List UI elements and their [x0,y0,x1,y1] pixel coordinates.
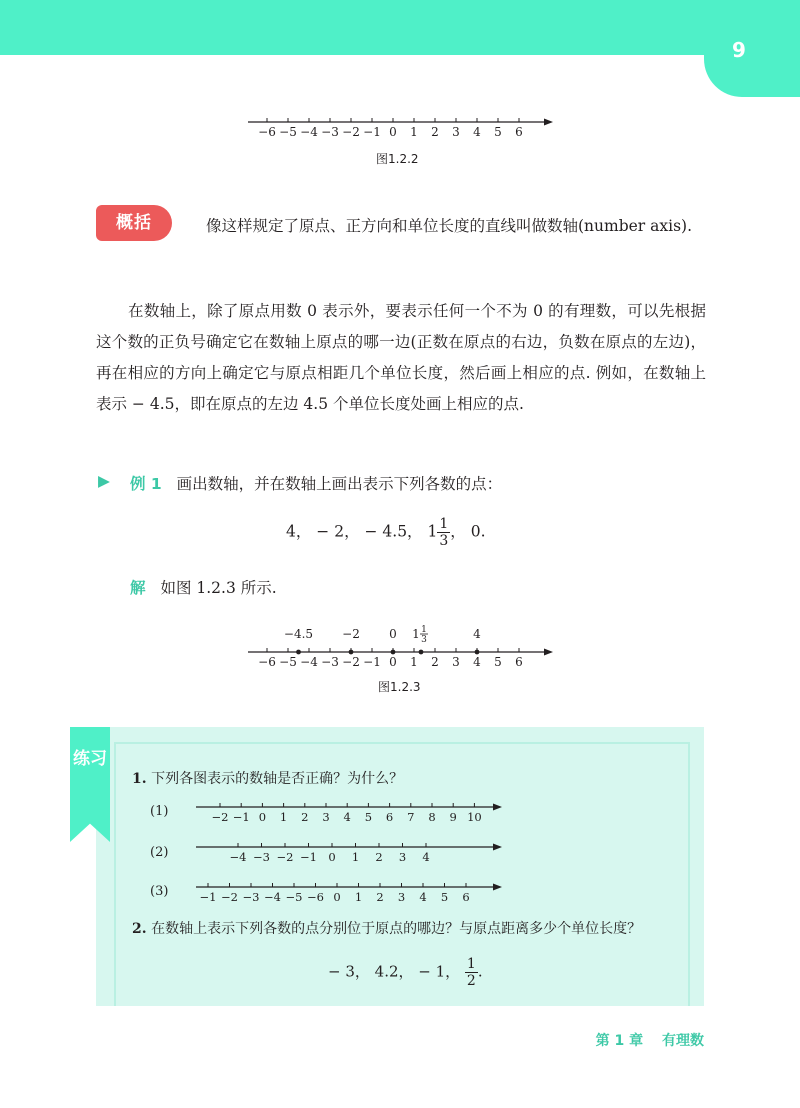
solution-line [130,576,277,598]
axis-arrow [544,119,553,126]
tick-label: 1 [410,125,418,139]
chapter-number: 第 1 章 [595,1033,644,1049]
figure-2-caption: 图1.2.3 [378,680,421,694]
point-fraction-denominator: 3 [421,635,427,645]
point-fraction-numerator: 1 [421,625,427,635]
tick-label: −2 [276,850,294,864]
tick-label: −6 [307,890,324,904]
tick-label: −3 [242,890,260,904]
tick-label: 1 [410,655,418,669]
solution-label: 解 [130,579,146,597]
tick-label: −2 [342,655,360,669]
tick-label: −5 [279,125,297,139]
tick-label: 0 [389,125,397,139]
axis-1-label: (1) [150,804,169,819]
point-label: −2 [342,627,360,641]
point-marker [419,650,424,655]
tick-label: 2 [431,655,439,669]
practice-label-text: 练习 [73,749,107,769]
tick-label: 5 [494,655,502,669]
example-marker [98,472,110,490]
tick-label: 0 [328,850,336,864]
practice-axis-2 [192,838,512,866]
number-line-figure-1 [240,110,560,144]
body-paragraph: 在数轴上，除了原点用数 0 表示外，要表示任何一个不为 0 的有理数，可以先根据这个数的正负号确定它在数轴上原点的哪一边(正数在原点的右边，负数在原点的左边)，再在相应的方向上确定它与原点相距几个单位长度，然后画上相应的点. 例如，在数轴上表示 − 4.5，即在原点的左边 4.5 个单位长度处画上相应的点. [96,302,706,413]
axis-arrow [493,844,502,851]
tick-label: 3 [322,810,330,824]
point-label: 4 [473,627,481,641]
tick-label: −3 [321,655,339,669]
point-label: 0 [389,627,397,641]
tick-label: 1 [351,850,360,864]
example-label: 例 1 [130,475,162,493]
tick-label: 4 [419,890,427,904]
fraction-one-third [437,516,450,549]
tick-label: −4 [264,890,281,904]
question-1 [132,768,403,788]
tick-label: 2 [375,850,383,864]
tick-label: 6 [462,890,470,904]
tick-label: 6 [515,125,523,139]
tick-label: −1 [199,890,217,904]
chapter-title: 有理数 [662,1033,704,1049]
tick-label: 0 [389,655,397,669]
tick-label: 4 [343,810,351,824]
concept-definition: 像这样规定了原点、正方向和单位长度的直线叫做数轴(number axis). [206,217,693,235]
tick-label: −4 [300,125,318,139]
tick-label: 9 [449,810,457,824]
solution-text: 如图 1.2.3 所示. [160,579,277,597]
tick-label: 3 [452,655,460,669]
tick-label: 4 [473,125,481,139]
tick-label: −3 [253,850,270,864]
tick-label: 0 [333,890,341,904]
point-marker [391,650,396,655]
tick-label: 0 [258,810,267,824]
tick-label: −4 [300,655,318,669]
tick-label: 5 [440,890,449,904]
question-2 [132,918,641,938]
axis-arrow [544,649,553,656]
fraction-one-half [465,956,478,989]
tick-label: 7 [407,810,415,824]
q2-prefix: − 3， 4.2， − 1， [328,962,465,981]
q2-fraction-numerator: 1 [466,956,476,972]
question-1-number: 1. [132,771,147,787]
question-1-text: 下列各图表示的数轴是否正确？为什么？ [151,771,404,787]
q2-fraction-denominator: 2 [466,973,476,989]
top-color-band [0,0,800,55]
tick-label: −1 [363,125,381,139]
example-text: 画出数轴，并在数轴上画出表示下列各数的点： [176,475,503,493]
fraction-denominator: 3 [439,533,449,549]
tick-label: 3 [452,125,460,139]
tick-label: −2 [221,890,238,904]
concept-tag: 概括 [96,205,172,241]
figure-1-caption: 图1.2.2 [376,152,419,166]
tick-label: −2 [342,125,360,139]
question-2-numbers [328,956,483,989]
tick-label: 2 [301,810,309,824]
example-numbers [286,516,486,549]
tick-label: −6 [258,655,276,669]
point-marker [296,650,301,655]
number-line-figure-2 [240,620,560,670]
question-2-text: 在数轴上表示下列各数的点分别位于原点的哪边？与原点距离多少个单位长度？ [151,921,642,937]
chapter-footer [560,1030,704,1050]
tick-label: −6 [258,125,276,139]
tick-label: −1 [232,810,250,824]
point-label: −4.5 [283,627,314,641]
tick-label: 6 [515,655,523,669]
tick-label: 8 [428,810,436,824]
example-heading [130,472,502,494]
tick-label: 2 [431,125,439,139]
axis-3-label: (3) [150,884,169,899]
numbers-suffix: ， 0. [450,522,486,541]
tick-label: 6 [385,810,394,824]
tick-label: 4 [422,850,430,864]
axis-2-label: (2) [150,845,169,860]
tick-label: −3 [321,125,339,139]
practice-axis-3 [192,878,512,906]
tick-label: 1 [354,890,363,904]
tick-label: 1 [279,810,288,824]
tick-label: 2 [376,890,384,904]
tick-label: 10 [467,810,482,824]
tick-label: −2 [211,810,229,824]
practice-axis-1 [192,798,512,826]
tick-label: −5 [285,890,303,904]
axis-arrow [493,884,502,891]
tick-label: 5 [494,125,502,139]
axis-arrow [493,804,502,811]
point-marker [349,650,354,655]
page-number: 9 [732,38,746,62]
numbers-prefix: 4， − 2， − 4.5， 1 [286,522,438,541]
play-icon: ▶ [98,472,110,490]
tick-label: 4 [473,655,481,669]
practice-ribbon [70,727,110,842]
question-2-number: 2. [132,921,147,937]
practice-label [70,748,110,770]
point-marker [475,650,480,655]
tick-label: −1 [300,850,317,864]
tick-label: 3 [397,890,406,904]
tick-label: 3 [398,850,407,864]
point-label: 1 [412,627,420,641]
q2-suffix: . [477,962,483,981]
fraction-numerator: 1 [439,516,449,532]
tick-label: −1 [363,655,381,669]
tick-label: −5 [279,655,297,669]
tick-label: −4 [229,850,247,864]
tick-label: 5 [364,810,373,824]
